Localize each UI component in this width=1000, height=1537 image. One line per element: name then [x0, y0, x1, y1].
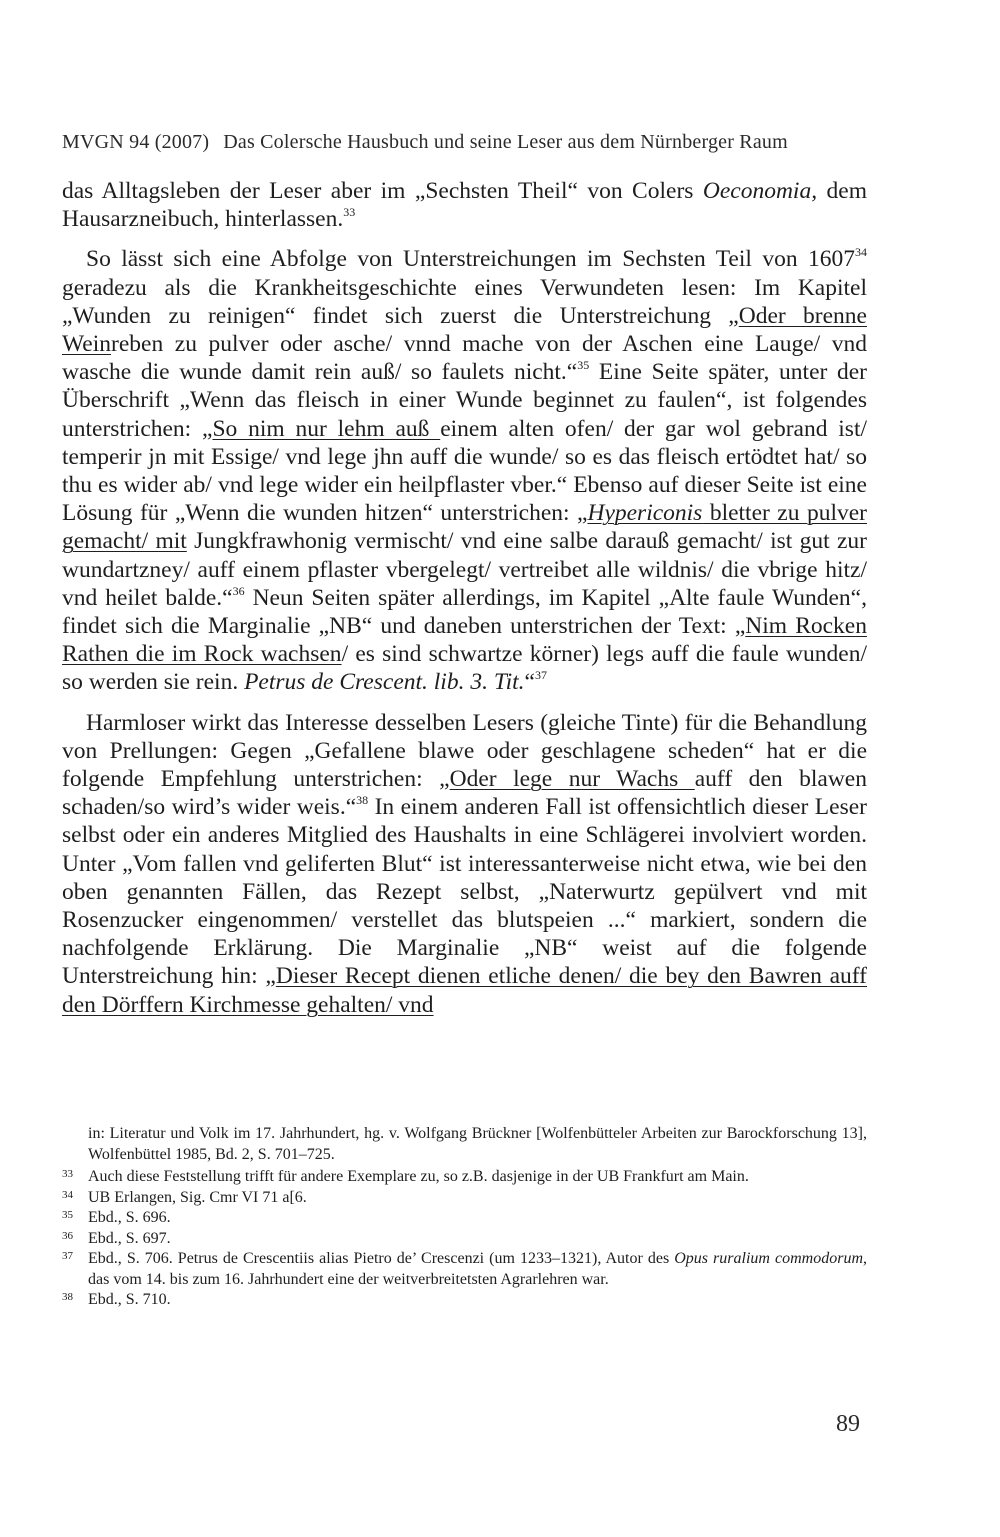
italic-citation: Petrus de Crescent. lib. 3. Tit.	[244, 669, 525, 696]
italic-title: Oeconomia,	[702, 178, 818, 204]
footnote-ref: 34	[855, 245, 867, 260]
footnote: 33 Auch diese Feststellung trifft für andere Exemplare zu, so z.B. dasjenige in der UB Frankfurt am Main.	[62, 1168, 749, 1185]
footnote-ref: 33	[343, 205, 356, 220]
underlined-quote: Oder brenne Wein	[62, 302, 867, 358]
journal-reference: MVGN 94 (2007)	[62, 131, 210, 153]
footnote-number: 33	[62, 1168, 73, 1180]
underlined-quote: bletter zu pulver gemacht/ mit	[62, 500, 867, 555]
footnote-ref: 36	[232, 583, 245, 598]
main-text	[62, 177, 867, 1019]
footnote: 37 Ebd., S. 706. Petrus de Crescentiis alias Pietro de’ Crescenzi (um 1233–1321), Autor des Opus ruralium commodorum, das vom 14. bis zum 16. Jahrhundert eine der weitverbreitetsten Agrarlehren war.	[62, 1250, 867, 1288]
footnote-ref: 35	[577, 358, 590, 373]
paragraph: Harmloser wirkt das Interesse desselben Lesers (gleiche Tinte) für die Behandlung von Prellungen: Gegen „Gefallene blawe oder geschlagene scheden“ hat er die folgende Empfehlung unterstrichen: „Oder lege nur Wachs auff den blawen schaden/so wird’s wider weis.“$^{38}$ In einem anderen Fall ist offensichtlich dieser Leser selbst oder ein anderes Mitglied des Haushalts in eine Schlägerei involviert worden. Unter „Vom fallen vnd geliferten Blut“ ist interessanterweise nicht etwa, wie bei den oben genannten Fällen, das Rezept selbst, „Naterwurtz gepülvert vnd mit Rosenzucker eingenommen/ verstellet das blutspeien ...“ markiert, sondern die nachfolgende Erklärung. Die Marginalie „NB“ weist auf die folgende Unterstreichung hin: „Dieser Recept dienen etliche denen/ die bey den Bawren auff den Dörffern Kirchmesse gehalten/ vnd	[62, 709, 867, 1018]
paragraph: So lässt sich eine Abfolge von Unterstreichungen im Sechsten Teil von 1607$^{34}$ geradezu als die Krankheitsgeschichte eines Verwundeten lesen: Im Kapitel „Wunden zu reinigen“ findet sich zuerst die Unterstreichung „Oder brenne Weinreben zu pulver oder asche/ vnnd mache von der Aschen eine Lauge/ vnd wasche die wunde damit rein auß/ so faulets nicht.“$^{35}$ Eine Seite später, unter der Überschrift „Wenn das fleisch in einer Wunde beginnet zu faulen“, ist folgendes unterstrichen: „So nim nur lehm auß einem alten ofen/ der gar wol gebrand ist/ temperir jn mit Essige/ vnd lege jhn auff die wunde/ so es das fleisch ertödtet hat/ so thu es wider ab/ vnd lege wider ein heilpflaster vber.“ Ebenso auf dieser Seite ist eine Lösung für „Wenn die wunden hitzen“ unterstrichen: „Hypericonis bletter zu pulver gemacht/ mit Jungkfrawhonig vermischt/ vnd eine salbe darauß gemacht/ ist gut zur wundartzney/ auff einem pflaster vbergelegt/ vertreibet alle wildnis/ die vbrige hitz/ vnd heilet balde.“$^{36}$ Neun Seiten später allerdings, im Kapitel „Alte faule Wunden“, findet sich die Marginalie „NB“ und daneben unterstrichen der Text: „Nim Rocken Rathen die im Rock wachsen/ es sind schwartze körner) legs auff die faule wunden/ so werden sie rein. Petrus de Crescent. lib. 3. Tit.“$^{37}$	[62, 245, 868, 696]
footnote-ref: 38	[356, 793, 369, 808]
footnote: 34 UB Erlangen, Sig. Cmr VI 71 a[6.	[62, 1188, 307, 1206]
underlined-quote: Oder lege nur Wachs	[449, 766, 695, 793]
underlined-quote: Nim Rocken Rathen die im Rock wachsen	[62, 613, 867, 668]
footnote-continuation: in: Literatur und Volk im 17. Jahrhundert, hg. v. Wolfgang Brückner [Wolfenbütteler Arbeiten zur Barockforschung 13], Wolfenbüttel 1985, Bd. 2, S. 701–725.	[88, 1125, 867, 1163]
underlined-quote: Hypericonis	[587, 500, 703, 527]
footnote-ref: 37	[534, 668, 547, 683]
footnote-number: 35	[62, 1209, 73, 1221]
footnote-number: 36	[62, 1229, 73, 1242]
footnotes	[62, 1124, 867, 1311]
italic-title: Opus ruralium commodorum	[674, 1250, 863, 1267]
footnote: 35 Ebd., S. 696.	[62, 1209, 171, 1226]
running-header	[62, 131, 862, 154]
footnote: 38 Ebd., S. 710.	[62, 1291, 171, 1308]
article-title: Das Colersche Hausbuch und seine Leser aus dem Nürnberger Raum	[223, 131, 788, 153]
footnote-number: 37	[62, 1250, 73, 1262]
footnote-number: 34	[62, 1188, 73, 1201]
page-number: 89	[836, 1411, 860, 1437]
footnote-number: 38	[62, 1291, 73, 1303]
paragraph: das Alltagsleben der Leser aber im „Sechsten Theil“ von Colers Oeconomia, dem Hausarzneibuch, hinterlassen.$^{33}$	[62, 178, 867, 233]
footnote: 36 Ebd., S. 697.	[62, 1229, 171, 1247]
underlined-quote: Dieser Recept dienen etliche denen/ die bey den Bawren auff den Dörffern Kirchmesse gehalten/ vnd	[62, 963, 867, 1018]
underlined-quote: So nim nur lehm auß	[212, 415, 441, 442]
